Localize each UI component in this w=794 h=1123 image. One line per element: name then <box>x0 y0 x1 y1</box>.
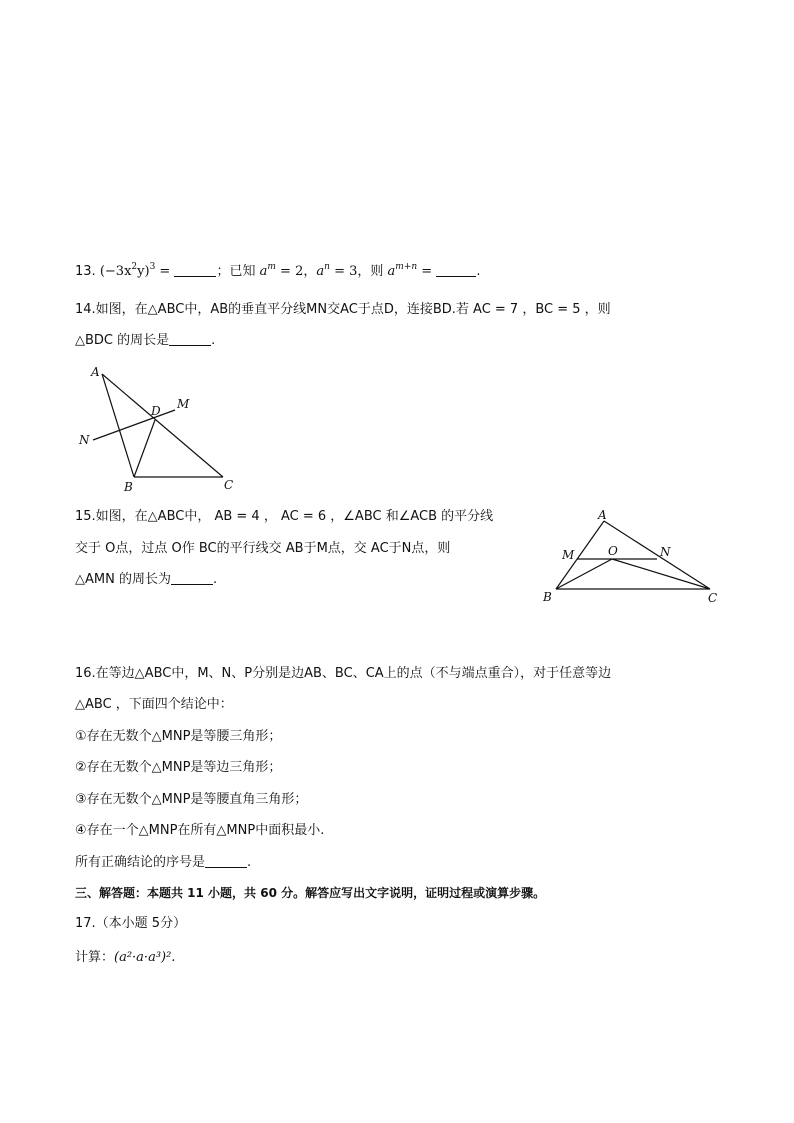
q15-label-A: A <box>598 508 607 522</box>
q14-line-2: △BDC 的周长是 . <box>75 333 216 348</box>
q16-option-4: ④存在一个△MNP在所有△MNP中面积最小. <box>75 823 325 838</box>
section-3-heading: 三、解答题：本题共 11 小题，共 60 分。解答应写出文字说明，证明过程或演算步骤。 <box>75 886 546 900</box>
q16-answer-line: 所有正确结论的序号是 . <box>75 855 252 870</box>
q13-blank-1[interactable] <box>174 262 216 277</box>
q14-line-AC <box>102 374 223 477</box>
q16-option-1: ①存在无数个△MNP是等腰三角形； <box>75 729 282 744</box>
q14-figure <box>75 360 240 495</box>
q15-label-B: B <box>543 590 552 604</box>
q14-label-M: M <box>177 397 190 411</box>
q14-label-D: D <box>151 404 161 418</box>
q15-label-M: M <box>562 548 575 562</box>
q14-line-1: 14.如图，在△ABC中，AB的垂直平分线MN交AC于点D，连接BD.若 AC = 7 ，BC = 5 ，则 <box>75 302 611 317</box>
q15-label-C: C <box>708 591 718 605</box>
q16-blank[interactable] <box>205 853 247 868</box>
q15-line-AC <box>604 521 710 589</box>
q14-line-BD <box>134 420 155 477</box>
q16-option-2: ②存在无数个△MNP是等边三角形； <box>75 760 282 775</box>
q15-line-1: 15.如图，在△ABC中， AB = 4 ， AC = 6 ，∠ABC 和∠ACB 的平分线 <box>75 509 494 524</box>
q14-label-N: N <box>79 433 90 447</box>
q17-calc: 计算：(a²·a·a³)². <box>75 950 176 965</box>
q14-line-AB <box>102 374 134 477</box>
q15-line-2: 交于 O点，过点 O作 BC的平行线交 AB于M点，交 AC于N点，则 <box>75 541 451 556</box>
q15-line-BO <box>556 559 612 589</box>
q16-option-3: ③存在无数个△MNP是等腰直角三角形； <box>75 792 308 807</box>
q15-label-O: O <box>608 544 618 558</box>
q14-label-C: C <box>224 478 234 492</box>
q15-line-CO <box>612 559 710 589</box>
q14-blank[interactable] <box>169 331 211 346</box>
q15-label-N: N <box>660 545 671 559</box>
q13-known-text: ；已知 <box>216 264 260 279</box>
q14-label-A: A <box>91 365 100 379</box>
q17-expression: (a²·a·a³)². <box>114 950 176 965</box>
q16-line-2: △ABC ，下面四个结论中： <box>75 697 233 712</box>
q13-expression: $(-3x^2y)^3$ = <box>99 262 175 279</box>
q16-line-1: 16.在等边△ABC中，M、N、P分别是边AB、BC、CA上的点（不与端点重合），对于任意等边 <box>75 666 612 681</box>
q17-title: 17.（本小题 5分） <box>75 916 187 931</box>
q13-blank-2[interactable] <box>436 262 476 277</box>
q15-figure <box>540 505 725 605</box>
q14-label-B: B <box>124 480 133 494</box>
q15-blank[interactable] <box>171 570 213 585</box>
q13-line: 13. $(-3x^2y)^3$ = ；已知 $a^m = 2$，$a^n = 3$，则 $a^{m+n}$ = . <box>75 262 481 279</box>
q13-number: 13. <box>75 264 96 279</box>
q15-line-3: △AMN 的周长为 . <box>75 572 218 587</box>
